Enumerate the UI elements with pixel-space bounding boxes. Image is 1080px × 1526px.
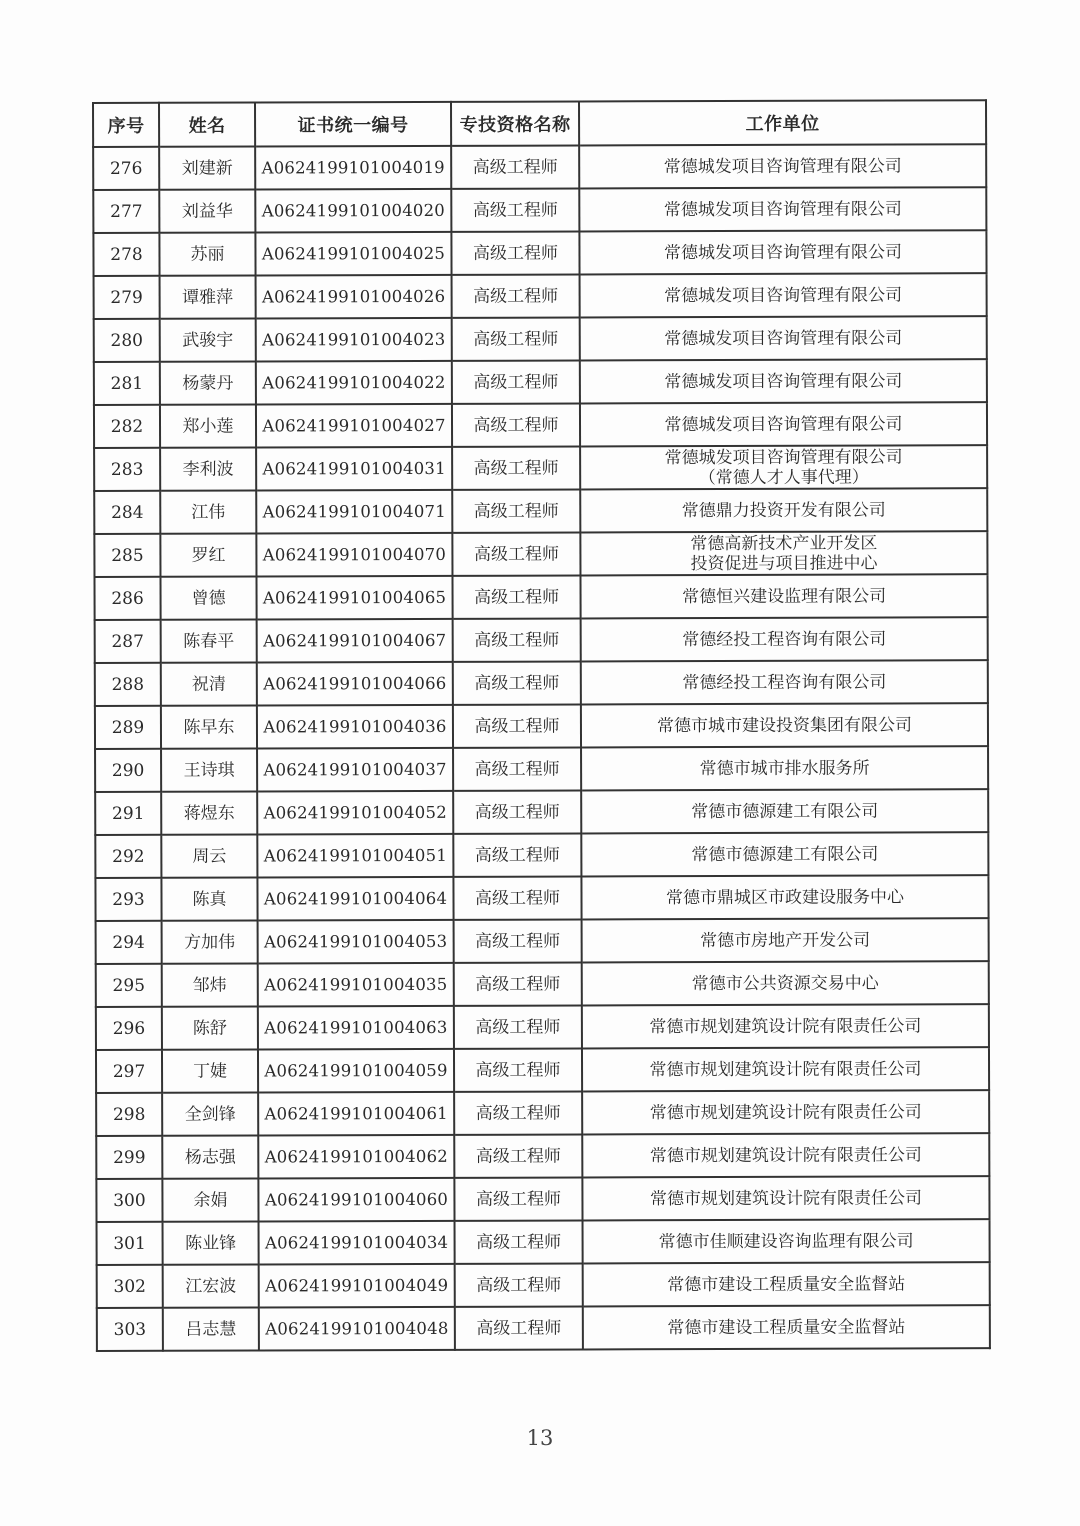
name-cell: 郑小莲 <box>160 404 256 447</box>
work-unit-cell <box>582 1047 989 1091</box>
work-unit-line: 常德市公共资源交易中心 <box>691 973 879 994</box>
work-unit-cell <box>583 1219 990 1263</box>
work-unit-line: 常德市规划建筑设计院有限责任公司 <box>649 1101 922 1123</box>
work-unit-cell <box>581 832 988 876</box>
work-unit-line: 常德市城市建设投资集团有限公司 <box>656 714 912 736</box>
work-unit-cell <box>582 1176 989 1220</box>
name-cell: 全剑锋 <box>162 1092 258 1135</box>
qualification-cell: 高级工程师 <box>451 188 579 231</box>
work-unit-line: 常德城发项目咨询管理有限公司 <box>664 370 903 392</box>
table-row <box>97 1219 990 1265</box>
serial-number-cell: 296 <box>96 1007 162 1050</box>
certificate-number-cell: A0624199101004071 <box>256 490 452 534</box>
serial-number-cell: 295 <box>96 964 162 1007</box>
table-row <box>96 1133 989 1179</box>
serial-number-cell: 291 <box>95 792 161 835</box>
qualification-cell: 高级工程师 <box>454 962 582 1005</box>
qualification-cell: 高级工程师 <box>453 618 581 661</box>
qualification-cell: 高级工程师 <box>455 1220 583 1263</box>
work-unit-line: 常德城发项目咨询管理有限公司 <box>664 327 903 349</box>
work-unit-line: 常德城发项目咨询管理有限公司 <box>663 198 902 220</box>
serial-number-cell: 294 <box>96 921 162 964</box>
table-row <box>97 1305 990 1351</box>
certificate-table <box>92 99 991 1352</box>
work-unit-cell <box>580 488 987 532</box>
serial-number-cell: 303 <box>97 1308 163 1351</box>
qualification-cell: 高级工程师 <box>453 661 581 704</box>
certificate-number-cell: A0624199101004052 <box>257 791 453 835</box>
serial-number-cell: 280 <box>94 319 160 362</box>
certificate-number-cell: A0624199101004053 <box>258 920 454 964</box>
table-row <box>96 1176 989 1222</box>
table-row <box>93 144 986 190</box>
work-unit-cell <box>580 445 987 489</box>
table-row <box>94 316 987 362</box>
work-unit-line: 常德鼎力投资开发有限公司 <box>681 500 886 521</box>
work-unit-line: 常德市佳顺建设咨询监理有限公司 <box>658 1230 914 1252</box>
work-unit-line: 常德市规划建筑设计院有限责任公司 <box>649 1015 922 1037</box>
serial-number-cell: 289 <box>95 706 161 749</box>
qualification-cell: 高级工程师 <box>454 919 582 962</box>
table-row <box>96 1004 989 1050</box>
work-unit-line: 常德城发项目咨询管理有限公司 <box>663 155 902 177</box>
work-unit-cell <box>581 789 988 833</box>
work-unit-cell <box>582 1133 989 1177</box>
work-unit-cell <box>580 574 987 618</box>
header-certificate-number: 证书统一编号 <box>255 102 451 147</box>
work-unit-cell <box>579 144 986 188</box>
work-unit-line: 常德城发项目咨询管理有限公司 <box>664 284 903 306</box>
name-cell: 陈早东 <box>161 705 257 748</box>
table-row <box>96 918 989 964</box>
name-cell: 武骏宇 <box>160 318 256 361</box>
work-unit-line: 常德经投工程咨询有限公司 <box>682 672 887 693</box>
name-cell: 刘建新 <box>159 146 255 189</box>
work-unit-cell <box>582 918 989 962</box>
qualification-cell: 高级工程师 <box>454 1005 582 1048</box>
name-cell: 陈业锋 <box>163 1221 259 1264</box>
serial-number-cell: 293 <box>95 878 161 921</box>
qualification-cell: 高级工程师 <box>454 1091 582 1134</box>
work-unit-line: 常德城发项目咨询管理有限公司 <box>664 413 903 435</box>
work-unit-cell <box>582 1004 989 1048</box>
name-cell: 杨蒙丹 <box>160 361 256 404</box>
header-qualification: 专技资格名称 <box>451 101 579 145</box>
work-unit-cell <box>581 617 988 661</box>
work-unit-cell <box>583 1262 990 1306</box>
header-name: 姓名 <box>159 102 255 146</box>
table-row <box>95 617 988 663</box>
certificate-number-cell: A0624199101004063 <box>258 1006 454 1050</box>
certificate-number-cell: A0624199101004067 <box>257 619 453 663</box>
work-unit-line: 常德市规划建筑设计院有限责任公司 <box>649 1058 922 1080</box>
name-cell: 曾德 <box>160 576 256 619</box>
work-unit-cell <box>579 187 986 231</box>
qualification-cell: 高级工程师 <box>452 317 580 360</box>
table-row <box>93 230 986 276</box>
work-unit-cell <box>583 1305 990 1349</box>
certificate-number-cell: A0624199101004066 <box>257 662 453 706</box>
work-unit-line: 常德恒兴建设监理有限公司 <box>682 586 887 607</box>
qualification-cell: 高级工程师 <box>453 833 581 876</box>
serial-number-cell: 299 <box>96 1136 162 1179</box>
name-cell: 陈春平 <box>161 619 257 662</box>
serial-number-cell: 297 <box>96 1050 162 1093</box>
name-cell: 丁婕 <box>162 1049 258 1092</box>
name-cell: 李利波 <box>160 447 256 490</box>
serial-number-cell: 276 <box>93 147 159 190</box>
table-row <box>94 574 987 620</box>
work-unit-cell <box>580 402 987 446</box>
serial-number-cell: 286 <box>94 577 160 620</box>
name-cell: 江宏波 <box>163 1264 259 1307</box>
serial-number-cell: 300 <box>96 1179 162 1222</box>
table-header <box>93 100 986 147</box>
certificate-number-cell: A0624199101004025 <box>255 232 451 276</box>
serial-number-cell: 301 <box>97 1222 163 1265</box>
name-cell: 祝清 <box>161 662 257 705</box>
name-cell: 吕志慧 <box>163 1307 259 1350</box>
work-unit-line: 常德高新技术产业开发区 <box>690 533 878 554</box>
name-cell: 谭雅萍 <box>160 275 256 318</box>
certificate-number-cell: A0624199101004051 <box>257 834 453 878</box>
certificate-number-cell: A0624199101004064 <box>257 877 453 921</box>
work-unit-line: （常德人才人事代理） <box>698 467 869 488</box>
qualification-cell: 高级工程师 <box>454 1134 582 1177</box>
certificate-number-cell: A0624199101004065 <box>256 576 452 620</box>
work-unit-cell <box>581 746 988 790</box>
name-cell: 蒋煜东 <box>161 791 257 834</box>
table-row <box>94 445 987 491</box>
table-row <box>96 1090 989 1136</box>
serial-number-cell: 279 <box>94 276 160 319</box>
qualification-cell: 高级工程师 <box>451 145 579 188</box>
certificate-number-cell: A0624199101004037 <box>257 748 453 792</box>
qualification-cell: 高级工程师 <box>452 446 580 489</box>
name-cell: 方加伟 <box>162 920 258 963</box>
work-unit-cell <box>581 703 988 747</box>
work-unit-cell <box>582 1090 989 1134</box>
table-row <box>94 531 987 577</box>
table-body <box>93 144 990 1351</box>
work-unit-line: 常德市规划建筑设计院有限责任公司 <box>649 1144 922 1166</box>
qualification-cell: 高级工程师 <box>452 274 580 317</box>
work-unit-line: 常德市德源建工有限公司 <box>691 801 879 822</box>
certificate-number-cell: A0624199101004020 <box>255 189 451 233</box>
work-unit-cell <box>580 359 987 403</box>
name-cell: 罗红 <box>160 533 256 576</box>
work-unit-line: 常德城发项目咨询管理有限公司 <box>663 241 903 263</box>
qualification-cell: 高级工程师 <box>451 231 579 274</box>
name-cell: 陈舒 <box>162 1006 258 1049</box>
qualification-cell: 高级工程师 <box>452 403 580 446</box>
table-row <box>94 488 987 534</box>
serial-number-cell: 302 <box>97 1265 163 1308</box>
certificate-number-cell: A0624199101004022 <box>256 361 452 405</box>
serial-number-cell: 292 <box>95 835 161 878</box>
name-cell: 苏丽 <box>159 232 255 275</box>
qualification-cell: 高级工程师 <box>452 532 580 575</box>
work-unit-line: 常德市建设工程质量安全监督站 <box>667 1316 906 1338</box>
qualification-cell: 高级工程师 <box>452 575 580 618</box>
table-row <box>95 660 988 706</box>
qualification-cell: 高级工程师 <box>455 1263 583 1306</box>
work-unit-line: 常德市房地产开发公司 <box>700 930 871 951</box>
serial-number-cell: 282 <box>94 405 160 448</box>
table-row <box>93 187 986 233</box>
certificate-number-cell: A0624199101004048 <box>259 1307 455 1351</box>
certificate-number-cell: A0624199101004034 <box>259 1221 455 1265</box>
certificate-number-cell: A0624199101004026 <box>256 275 452 319</box>
qualification-cell: 高级工程师 <box>453 747 581 790</box>
qualification-cell: 高级工程师 <box>452 489 580 532</box>
certificate-number-cell: A0624199101004035 <box>258 963 454 1007</box>
certificate-number-cell: A0624199101004060 <box>258 1178 454 1222</box>
qualification-cell: 高级工程师 <box>455 1306 583 1349</box>
table-row <box>95 746 988 792</box>
table-row <box>97 1262 990 1308</box>
name-cell: 江伟 <box>160 490 256 533</box>
work-unit-line: 常德市规划建筑设计院有限责任公司 <box>649 1187 922 1209</box>
table-row <box>95 875 988 921</box>
qualification-cell: 高级工程师 <box>453 790 581 833</box>
work-unit-line: 常德经投工程咨询有限公司 <box>682 629 887 650</box>
work-unit-cell <box>580 273 987 317</box>
name-cell: 邹炜 <box>162 963 258 1006</box>
table-row <box>94 273 987 319</box>
name-cell: 陈真 <box>161 877 257 920</box>
work-unit-cell <box>581 875 988 919</box>
work-unit-line: 常德市德源建工有限公司 <box>691 844 879 865</box>
header-serial-number: 序号 <box>93 103 159 147</box>
work-unit-cell <box>580 316 987 360</box>
work-unit-line: 常德市建设工程质量安全监督站 <box>667 1273 906 1295</box>
certificate-number-cell: A0624199101004031 <box>256 447 452 491</box>
name-cell: 刘益华 <box>159 189 255 232</box>
name-cell: 周云 <box>161 834 257 877</box>
table-row <box>95 703 988 749</box>
certificate-number-cell: A0624199101004070 <box>256 533 452 577</box>
table-row <box>96 1047 989 1093</box>
serial-number-cell: 284 <box>94 491 160 534</box>
name-cell: 杨志强 <box>162 1135 258 1178</box>
serial-number-cell: 288 <box>95 663 161 706</box>
work-unit-line: 常德市城市排水服务所 <box>699 758 870 779</box>
certificate-number-cell: A0624199101004049 <box>259 1264 455 1308</box>
certificate-number-cell: A0624199101004019 <box>255 146 451 190</box>
certificate-number-cell: A0624199101004059 <box>258 1049 454 1093</box>
work-unit-cell <box>582 961 989 1005</box>
certificate-number-cell: A0624199101004061 <box>258 1092 454 1136</box>
certificate-number-cell: A0624199101004023 <box>256 318 452 362</box>
serial-number-cell: 281 <box>94 362 160 405</box>
name-cell: 余娟 <box>162 1178 258 1221</box>
table-row <box>95 832 988 878</box>
name-cell: 王诗琪 <box>161 748 257 791</box>
serial-number-cell: 277 <box>93 190 159 233</box>
qualification-cell: 高级工程师 <box>454 1177 582 1220</box>
certificate-number-cell: A0624199101004036 <box>257 705 453 749</box>
qualification-cell: 高级工程师 <box>454 1048 582 1091</box>
work-unit-line: 投资促进与项目推进中心 <box>690 553 878 574</box>
certificate-number-cell: A0624199101004062 <box>258 1135 454 1179</box>
header-row <box>93 100 986 147</box>
serial-number-cell: 298 <box>96 1093 162 1136</box>
work-unit-cell <box>581 660 988 704</box>
work-unit-line: 常德市鼎城区市政建设服务中心 <box>665 886 905 908</box>
serial-number-cell: 287 <box>95 620 161 663</box>
table-row <box>96 961 989 1007</box>
work-unit-cell <box>579 230 986 274</box>
work-unit-cell <box>580 531 987 575</box>
qualification-cell: 高级工程师 <box>453 704 581 747</box>
table-row <box>95 789 988 835</box>
table-row <box>94 359 987 405</box>
table-row <box>94 402 987 448</box>
work-unit-line: 常德城发项目咨询管理有限公司 <box>664 446 903 468</box>
serial-number-cell: 290 <box>95 749 161 792</box>
page-number: 13 <box>526 1426 554 1450</box>
serial-number-cell: 285 <box>94 534 160 577</box>
serial-number-cell: 278 <box>93 233 159 276</box>
qualification-cell: 高级工程师 <box>453 876 581 919</box>
certificate-number-cell: A0624199101004027 <box>256 404 452 448</box>
qualification-cell: 高级工程师 <box>452 360 580 403</box>
header-work-unit: 工作单位 <box>579 100 986 145</box>
serial-number-cell: 283 <box>94 448 160 491</box>
